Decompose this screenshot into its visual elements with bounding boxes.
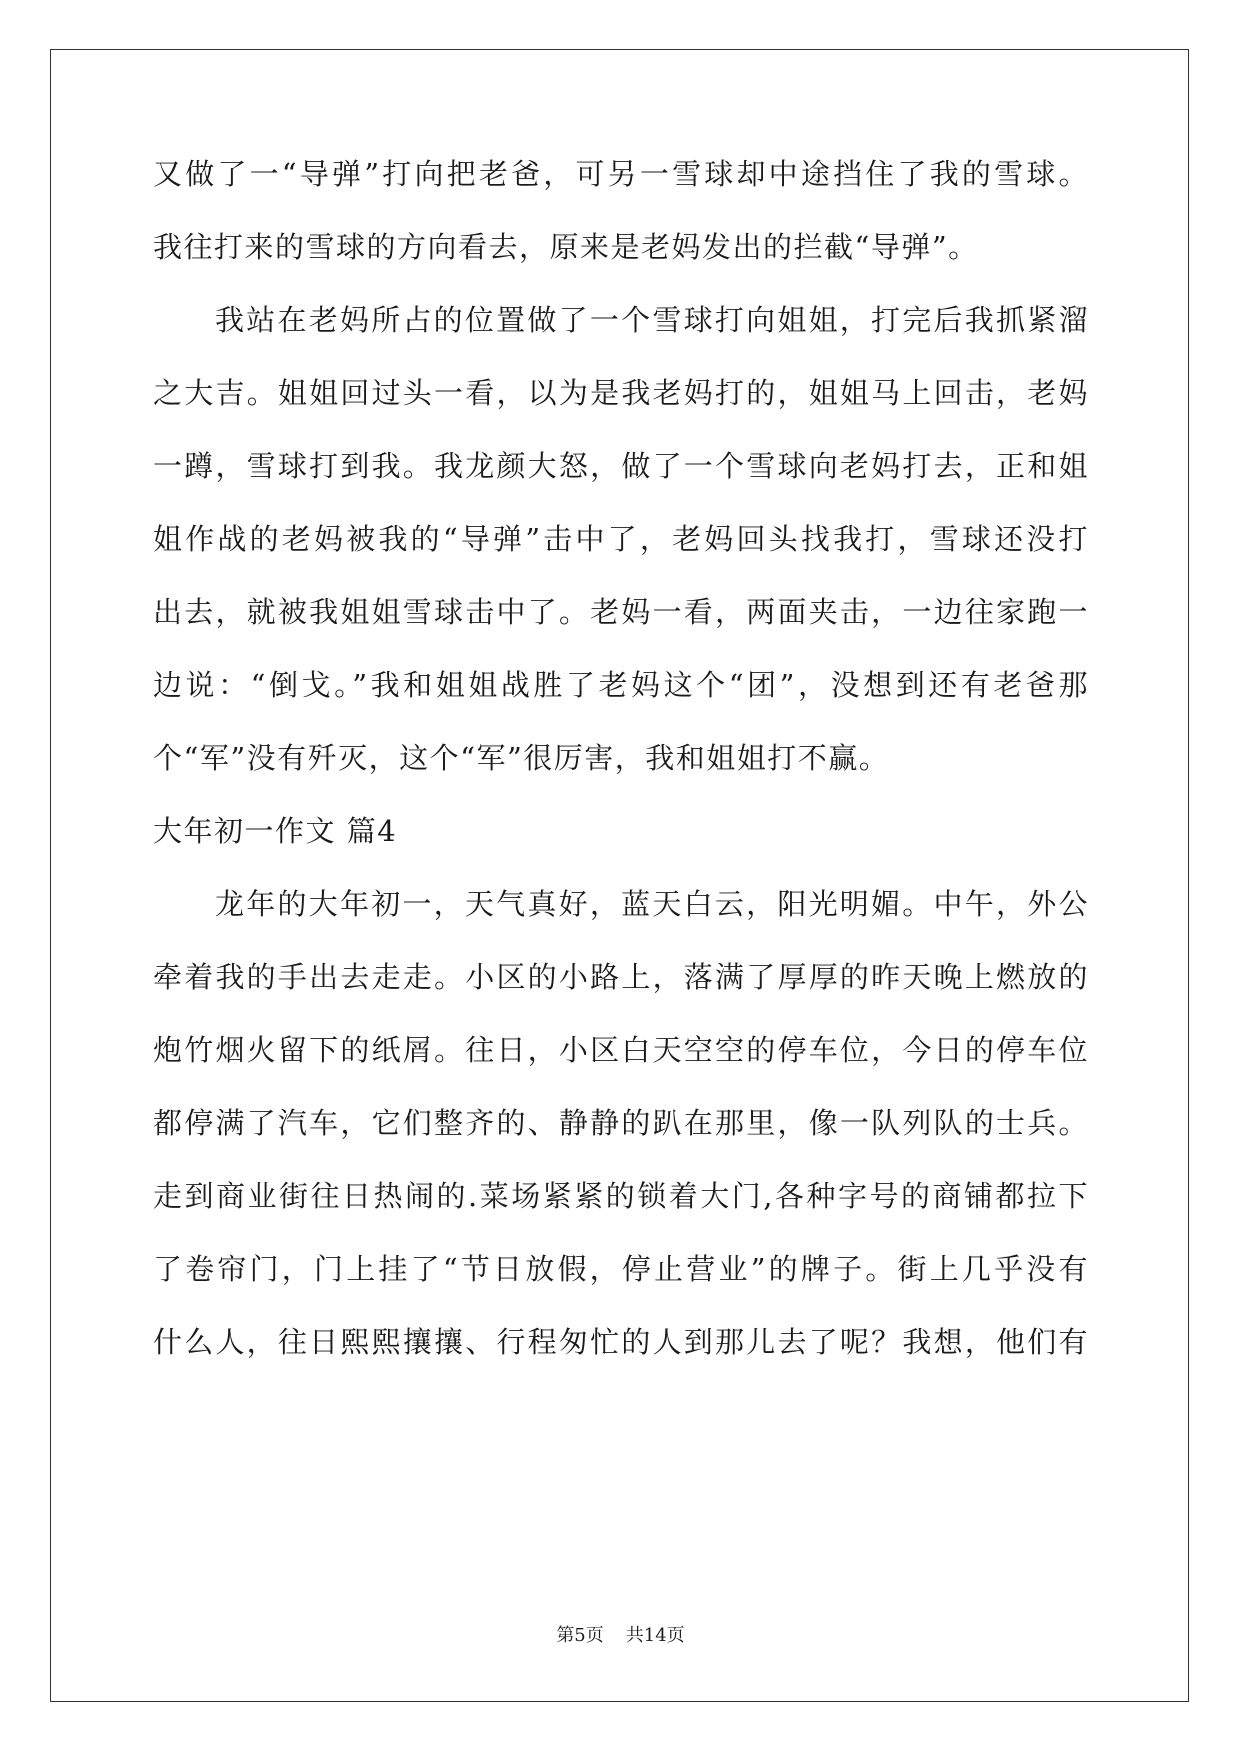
paragraph-line: 我站在老妈所占的位置做了一个雪球打向姐姐，打完后我抓紧溜 xyxy=(215,303,1089,337)
page-number: 第5页 xyxy=(556,1625,604,1646)
paragraph-line: 龙年的大年初一，天气真好，蓝天白云，阳光明媚。中午，外公 xyxy=(215,887,1089,921)
paragraph-line: 什么人，往日熙熙攘攘、行程匆忙的人到那儿去了呢？我想，他们有 xyxy=(153,1325,1089,1359)
paragraph-line: 之大吉。姐姐回过头一看，以为是我老妈打的，姐姐马上回击，老妈 xyxy=(153,376,1089,410)
paragraph-line: 我往打来的雪球的方向看去，原来是老妈发出的拦截“导弹”。 xyxy=(153,230,979,264)
paragraph-line: 一蹲，雪球打到我。我龙颜大怒，做了一个雪球向老妈打去，正和姐 xyxy=(153,449,1089,483)
paragraph-line: 都停满了汽车，它们整齐的、静静的趴在那里，像一队列队的士兵。 xyxy=(153,1106,1089,1140)
paragraph-line: 炮竹烟火留下的纸屑。往日，小区白天空空的停车位，今日的停车位 xyxy=(153,1033,1089,1067)
paragraph-line: 个“军”没有歼灭，这个“军”很厉害，我和姐姐打不赢。 xyxy=(153,741,890,775)
page-border xyxy=(50,49,1189,1702)
section-heading: 大年初一作文 篇4 xyxy=(153,814,398,848)
paragraph-line: 走到商业街往日热闹的.菜场紧紧的锁着大门,各种字号的商铺都拉下 xyxy=(153,1179,1089,1213)
paragraph-line: 边说：“倒戈。”我和姐姐战胜了老妈这个“团”，没想到还有老爸那 xyxy=(153,668,1089,702)
page-total: 共14页 xyxy=(625,1625,685,1646)
paragraph-line: 又做了一“导弹”打向把老爸，可另一雪球却中途挡住了我的雪球。 xyxy=(153,157,1089,191)
paragraph-line: 出去，就被我姐姐雪球击中了。老妈一看，两面夹击，一边往家跑一 xyxy=(153,595,1089,629)
paragraph-line: 牵着我的手出去走走。小区的小路上，落满了厚厚的昨天晚上燃放的 xyxy=(153,960,1089,994)
paragraph-line: 了卷帘门，门上挂了“节日放假，停止营业”的牌子。街上几乎没有 xyxy=(153,1252,1089,1286)
page-footer xyxy=(0,1625,1241,1647)
paragraph-line: 姐作战的老妈被我的“导弹”击中了，老妈回头找我打，雪球还没打 xyxy=(153,522,1089,556)
